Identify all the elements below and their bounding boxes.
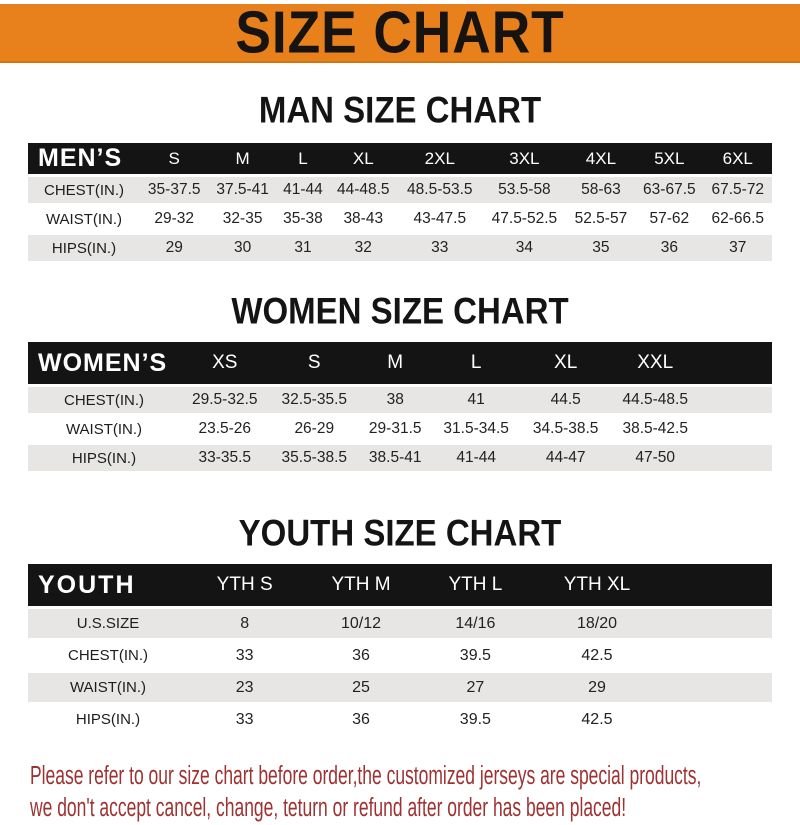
size-value: 36 [301, 641, 420, 670]
size-value: 41-44 [431, 445, 521, 471]
size-value: 39.5 [421, 705, 530, 734]
table-header-row [28, 143, 772, 174]
size-value: 58-63 [567, 177, 635, 203]
size-value: 26-29 [270, 416, 360, 442]
youth-size-table [28, 561, 772, 737]
size-value: 67.5-72 [704, 177, 772, 203]
disclaimer-line-1: Please refer to our size chart before order,the customized jerseys are special products, [30, 760, 702, 790]
youth-size-table-wrap [0, 561, 800, 737]
row-label: HIPS(IN.) [28, 705, 188, 734]
table-row [28, 445, 772, 471]
size-value: 25 [301, 673, 420, 702]
size-value: 33 [397, 235, 482, 261]
column-header: L [431, 342, 521, 384]
size-value: 29.5-32.5 [180, 387, 270, 413]
size-value: 42.5 [530, 705, 664, 734]
column-header: XL [329, 143, 397, 174]
column-header: XL [521, 342, 611, 384]
table-row [28, 641, 772, 670]
size-value: 8 [188, 609, 301, 638]
table-title-cell: WOMEN’S [28, 342, 180, 384]
table-row [28, 416, 772, 442]
size-value: 63-67.5 [635, 177, 703, 203]
disclaimer-note [0, 759, 800, 823]
row-label: WAIST(IN.) [28, 673, 188, 702]
size-value: 27 [421, 673, 530, 702]
size-value: 32.5-35.5 [270, 387, 360, 413]
size-value: 39.5 [421, 641, 530, 670]
size-value: 32-35 [208, 206, 276, 232]
size-value: 31.5-34.5 [431, 416, 521, 442]
column-header: S [140, 143, 208, 174]
filler-cell [664, 705, 772, 734]
size-value: 36 [635, 235, 703, 261]
column-header: 2XL [397, 143, 482, 174]
size-value: 44.5 [521, 387, 611, 413]
table-row [28, 387, 772, 413]
women-size-table-wrap [0, 339, 800, 474]
column-header: YTH S [188, 564, 301, 606]
table-row [28, 177, 772, 203]
table-title-cell: MEN’S [28, 143, 140, 174]
section-heading-man: MAN SIZE CHART [258, 88, 542, 131]
size-value: 30 [208, 235, 276, 261]
size-value: 35-38 [277, 206, 329, 232]
filler-cell [664, 641, 772, 670]
table-header-row [28, 342, 772, 384]
table-title-cell: YOUTH [28, 564, 188, 606]
size-value: 29-32 [140, 206, 208, 232]
column-header: XXL [610, 342, 700, 384]
column-header: L [277, 143, 329, 174]
size-value: 38 [359, 387, 431, 413]
column-header: M [208, 143, 276, 174]
row-label: CHEST(IN.) [28, 641, 188, 670]
size-value: 62-66.5 [704, 206, 772, 232]
size-value: 37.5-41 [208, 177, 276, 203]
column-header: 3XL [482, 143, 567, 174]
size-value: 44-47 [521, 445, 611, 471]
column-header: 5XL [635, 143, 703, 174]
size-value: 36 [301, 705, 420, 734]
banner [0, 0, 800, 66]
size-value: 47-50 [610, 445, 700, 471]
column-header: M [359, 342, 431, 384]
column-header: YTH XL [530, 564, 664, 606]
size-value: 44-48.5 [329, 177, 397, 203]
table-header-row [28, 564, 772, 606]
size-value: 18/20 [530, 609, 664, 638]
column-header: XS [180, 342, 270, 384]
filler-cell [700, 387, 772, 413]
size-value: 34.5-38.5 [521, 416, 611, 442]
filler-cell [700, 416, 772, 442]
column-header: YTH M [301, 564, 420, 606]
row-label: CHEST(IN.) [28, 177, 140, 203]
size-value: 43-47.5 [397, 206, 482, 232]
size-value: 42.5 [530, 641, 664, 670]
men-size-table [28, 140, 772, 264]
size-value: 52.5-57 [567, 206, 635, 232]
column-header: 4XL [567, 143, 635, 174]
size-value: 35.5-38.5 [270, 445, 360, 471]
row-label: WAIST(IN.) [28, 206, 140, 232]
size-value: 38.5-41 [359, 445, 431, 471]
size-value: 41 [431, 387, 521, 413]
size-value: 29-31.5 [359, 416, 431, 442]
table-row [28, 235, 772, 261]
size-value: 53.5-58 [482, 177, 567, 203]
size-value: 38.5-42.5 [610, 416, 700, 442]
women-size-table [28, 339, 772, 474]
size-value: 29 [140, 235, 208, 261]
column-header: 6XL [704, 143, 772, 174]
size-value: 35 [567, 235, 635, 261]
size-value: 29 [530, 673, 664, 702]
men-size-table-wrap [0, 140, 800, 264]
size-value: 23.5-26 [180, 416, 270, 442]
size-value: 33 [188, 705, 301, 734]
table-row [28, 206, 772, 232]
size-value: 33 [188, 641, 301, 670]
size-value: 23 [188, 673, 301, 702]
column-header: S [270, 342, 360, 384]
size-value: 57-62 [635, 206, 703, 232]
table-row [28, 673, 772, 702]
size-value: 31 [277, 235, 329, 261]
section-heading-women: WOMEN SIZE CHART [231, 289, 569, 332]
row-label: HIPS(IN.) [28, 235, 140, 261]
filler-cell [664, 564, 772, 606]
table-row [28, 609, 772, 638]
size-value: 32 [329, 235, 397, 261]
size-value: 47.5-52.5 [482, 206, 567, 232]
column-header: YTH L [421, 564, 530, 606]
row-label: WAIST(IN.) [28, 416, 180, 442]
filler-cell [664, 609, 772, 638]
disclaimer-line-2: we don't accept cancel, change, teturn or refund after order has been placed! [30, 792, 627, 822]
size-value: 38-43 [329, 206, 397, 232]
size-value: 44.5-48.5 [610, 387, 700, 413]
section-heading-youth: YOUTH SIZE CHART [238, 511, 562, 554]
row-label: CHEST(IN.) [28, 387, 180, 413]
row-label: HIPS(IN.) [28, 445, 180, 471]
size-value: 41-44 [277, 177, 329, 203]
size-value: 48.5-53.5 [397, 177, 482, 203]
size-value: 37 [704, 235, 772, 261]
filler-cell [664, 673, 772, 702]
size-value: 14/16 [421, 609, 530, 638]
filler-cell [700, 342, 772, 384]
size-value: 33-35.5 [180, 445, 270, 471]
size-value: 10/12 [301, 609, 420, 638]
page-title: SIZE CHART [235, 0, 565, 66]
row-label: U.S.SIZE [28, 609, 188, 638]
size-value: 34 [482, 235, 567, 261]
size-value: 35-37.5 [140, 177, 208, 203]
filler-cell [700, 445, 772, 471]
table-row [28, 705, 772, 734]
